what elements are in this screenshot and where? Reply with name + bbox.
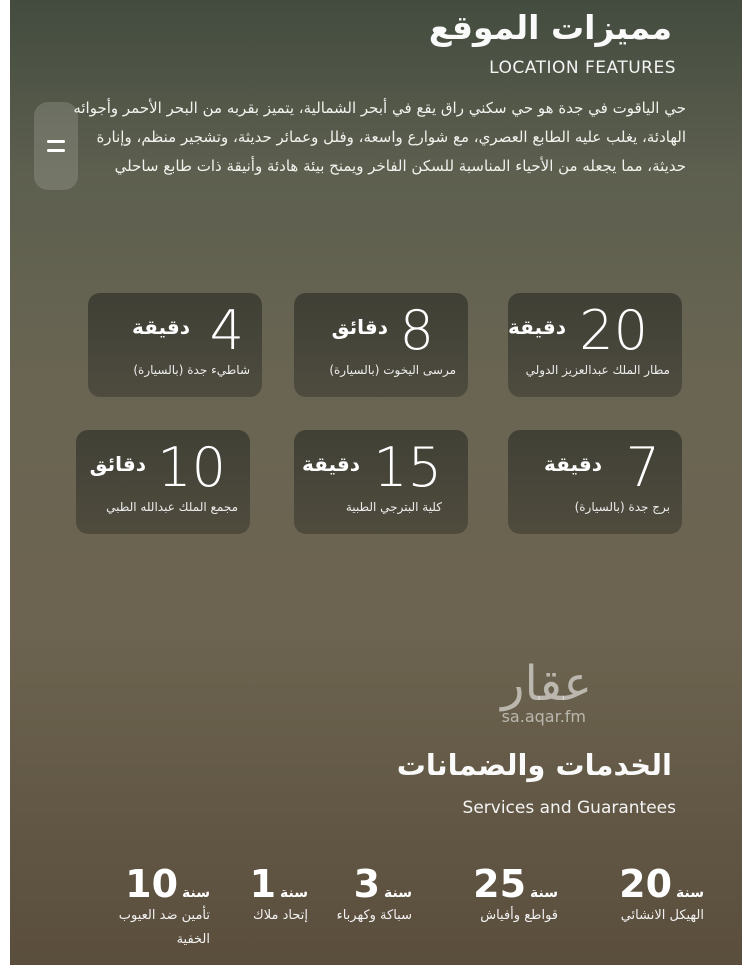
guarantee-years: 3 — [353, 862, 381, 906]
distance-value: 7 — [625, 436, 660, 499]
guarantee-unit: سنة — [530, 885, 558, 901]
guarantee-years: 20 — [619, 862, 673, 906]
distance-place: شاطيء جدة (بالسيارة) — [133, 363, 250, 377]
location-page — [10, 0, 742, 965]
guarantee-years: 10 — [125, 862, 179, 906]
guarantee-label: قواطع وأفياش — [480, 908, 558, 923]
guarantee-label: الهيكل الانشائي — [620, 908, 704, 923]
location-title-ar: مميزات الموقع — [428, 8, 672, 47]
distance-value: 8 — [399, 299, 434, 362]
guarantee-label: تأمين ضد العيوب — [118, 908, 210, 923]
distance-unit: دقائق — [89, 452, 146, 476]
services-title-en: Services and Guarantees — [462, 798, 676, 818]
menu-line-icon — [47, 149, 65, 152]
guarantee-plumbing — [337, 862, 412, 926]
guarantee-label-line2: الخفية — [176, 932, 210, 947]
guarantee-owners — [250, 862, 308, 926]
menu-line-icon — [47, 140, 65, 143]
distance-unit: دقيقة — [543, 452, 602, 476]
location-title-en: LOCATION FEATURES — [489, 58, 676, 78]
distance-value: 20 — [579, 299, 648, 362]
distance-unit: دقيقة — [507, 315, 566, 339]
distance-unit: دقيقة — [131, 315, 190, 339]
aqar-watermark-logo — [462, 656, 592, 730]
guarantee-unit: سنة — [182, 885, 210, 901]
distance-card-beach — [88, 293, 262, 397]
distance-card-tower — [508, 430, 682, 534]
guarantee-switches — [473, 862, 558, 926]
distance-card-medical — [76, 430, 250, 534]
guarantee-label: سباكة وكهرباء — [336, 908, 412, 923]
guarantee-unit: سنة — [384, 885, 412, 901]
watermark-ar: عقار — [501, 656, 592, 712]
guarantee-label: إتحاد ملاك — [253, 908, 308, 923]
distance-place: مطار الملك عبدالعزيز الدولي — [525, 363, 670, 377]
distance-unit: دقيقة — [301, 452, 360, 476]
guarantee-years: 25 — [473, 862, 527, 906]
distance-card-marina — [294, 293, 468, 397]
services-title-ar: الخدمات والضمانات — [396, 748, 672, 782]
guarantee-insurance — [119, 862, 210, 950]
distance-card-airport — [508, 293, 682, 397]
distance-place: كلية البترجي الطبية — [345, 500, 442, 514]
guarantee-unit: سنة — [676, 885, 704, 901]
location-description: حي الياقوت في جدة هو حي سكني راق يقع في أبحر الشمالية، يتميز بقربه من البحر الأحمر وأجوائه الهادئة، يغلب عليه الطابع العصري، مع شوارع واسعة، وفلل وعمائر حديثة، وتشجير منظم، وإنارة حديثة، مما يجعله من الأحياء المناسبة للسكن الفاخر ويمنح بيئة هادئة وأنيقة ذات طابع ساحلي — [73, 99, 686, 175]
distance-value: 4 — [209, 299, 244, 362]
distance-place: مجمع الملك عبدالله الطبي — [106, 500, 238, 514]
guarantee-structure — [619, 862, 704, 926]
guarantee-years: 1 — [249, 862, 277, 906]
distance-value: 10 — [157, 436, 226, 499]
distance-value: 15 — [373, 436, 442, 499]
distance-unit: دقائق — [331, 315, 388, 339]
distance-place: مرسى اليخوت (بالسيارة) — [329, 363, 456, 377]
distance-place: برج جدة (بالسيارة) — [574, 500, 670, 514]
watermark-en: sa.aqar.fm — [501, 707, 586, 726]
distance-card-college — [294, 430, 468, 534]
guarantee-unit: سنة — [280, 885, 308, 901]
